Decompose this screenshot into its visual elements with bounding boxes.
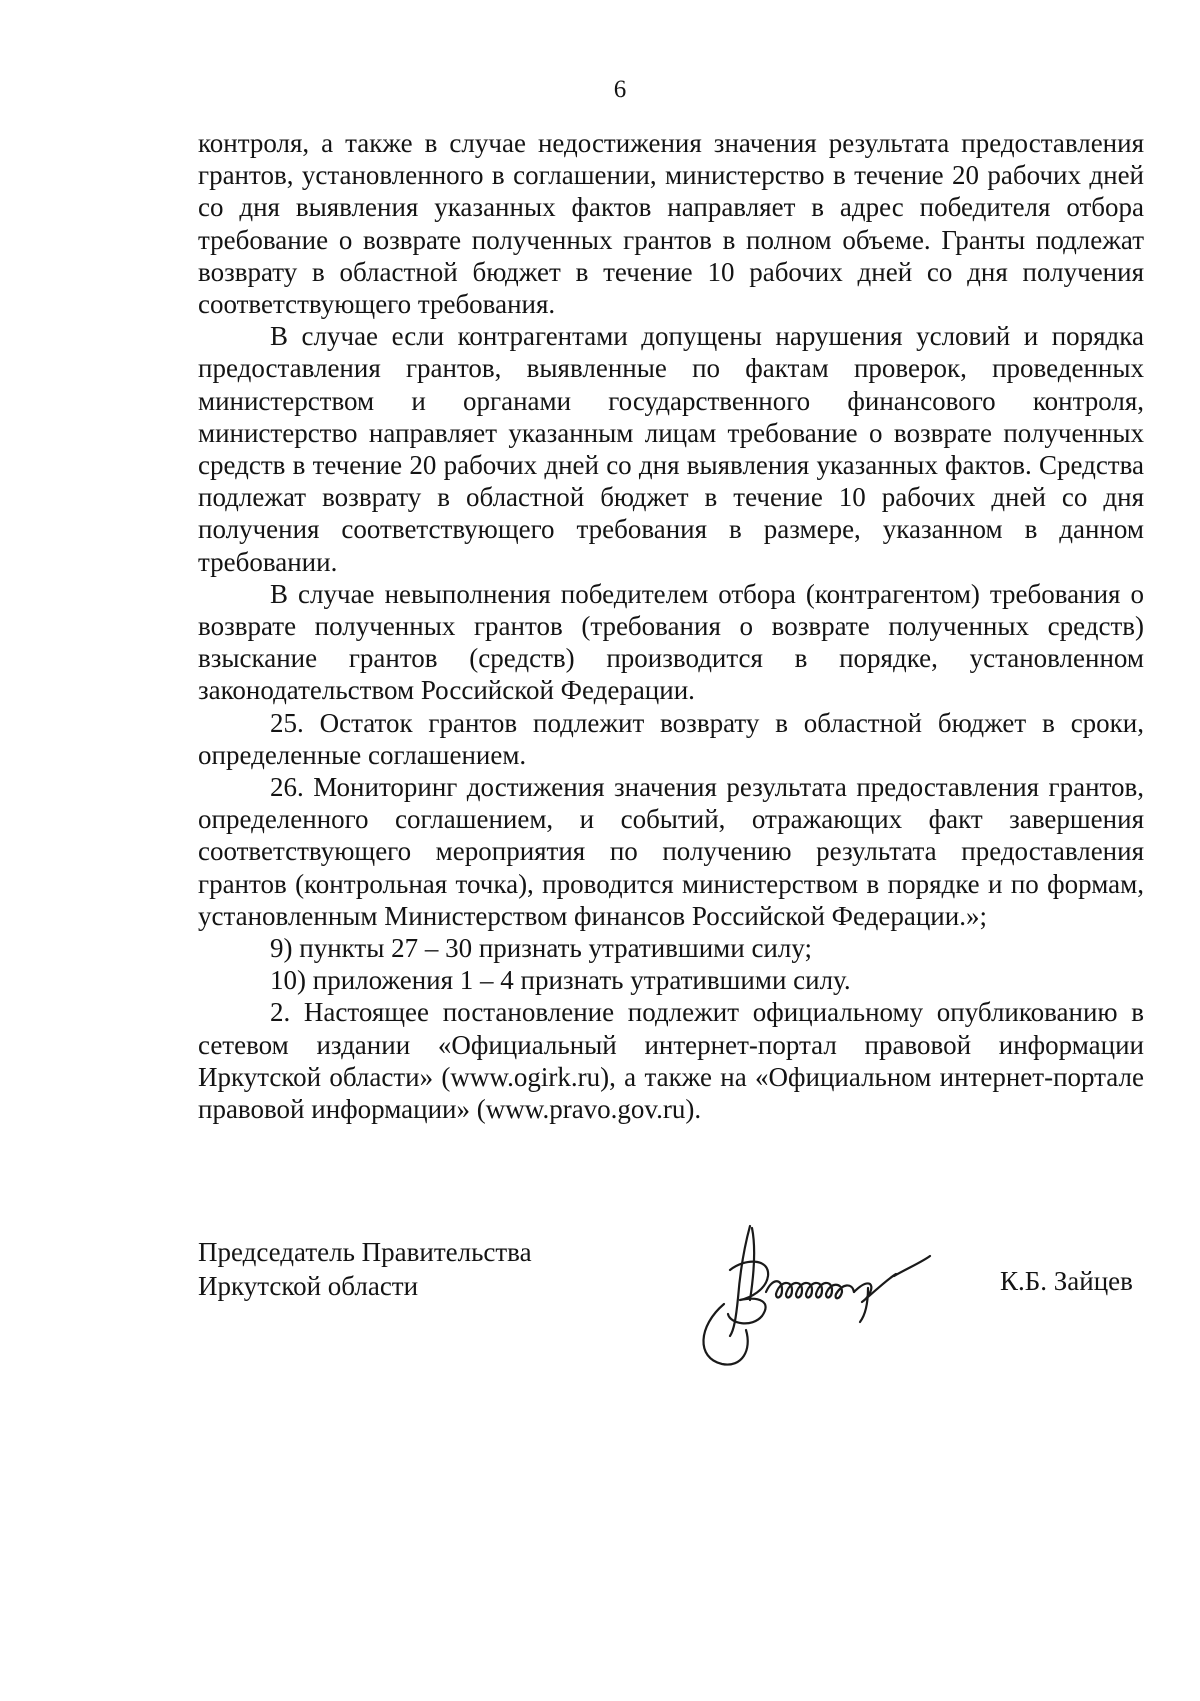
signatory-title-line: Иркутской области [198, 1271, 419, 1301]
page-number: 6 [613, 76, 627, 103]
paragraph: 26. Мониторинг достижения значения результата предоставления грантов, определенного соглашением, и событий, отражающих факт завершения соответствующего мероприятия по получению результата предоставления грантов (контрольная точка), проводится министерством в порядке и по формам, установленным Министерством финансов Российской Федерации.»; [198, 772, 1144, 931]
paragraph: 25. Остаток грантов подлежит возврату в областной бюджет в сроки, определенные соглашением. [198, 707, 1144, 770]
paragraph: 10) приложения 1 – 4 признать утратившими силу. [270, 965, 851, 996]
paragraph: В случае невыполнения победителем отбора (контрагентом) требования о возврате полученных грантов (требования о возврате полученных средств) взыскание грантов (средств) производится в порядке, установленном законодательством Российской Федерации. [198, 578, 1144, 706]
signatory-name: К.Б. Зайцев [1000, 1266, 1133, 1296]
signatory-title [198, 1235, 532, 1303]
document-body [198, 127, 1144, 1125]
paragraph: контроля, а также в случае недостижения значения результата предоставления грантов, установленного в соглашении, министерство в течение 20 рабочих дней со дня выявления указанных фактов направляет в адрес победителя отбора требование о возврате полученных грантов в полном объеме. Гранты подлежат возврату в областной бюджет в течение 10 рабочих дней со дня получения соответствующего требования. [198, 128, 1144, 320]
paragraph: 9) пункты 27 – 30 признать утратившими силу; [270, 933, 812, 964]
paragraph: 2. Настоящее постановление подлежит официальному опубликованию в сетевом издании «Официальный интернет-портал правовой информации Иркутской области» (www.ogirk.ru), а также на «Официальном интернет-портале правовой информации» (www.pravo.gov.ru). [198, 997, 1144, 1125]
paragraph: В случае если контрагентами допущены нарушения условий и порядка предоставления грантов, выявленные по фактам проверок, проведенных министерством и органами государственного финансового контроля, министерство направляет указанным лицам требование о возврате полученных средств в течение 20 рабочих дней со дня выявления указанных фактов. Средства подлежат возврату в областной бюджет в течение 10 рабочих дней со дня получения соответствующего требования в размере, указанном в данном требовании. [198, 321, 1144, 577]
handwritten-signature [690, 1218, 980, 1368]
signatory-title-line: Председатель Правительства [198, 1237, 532, 1267]
